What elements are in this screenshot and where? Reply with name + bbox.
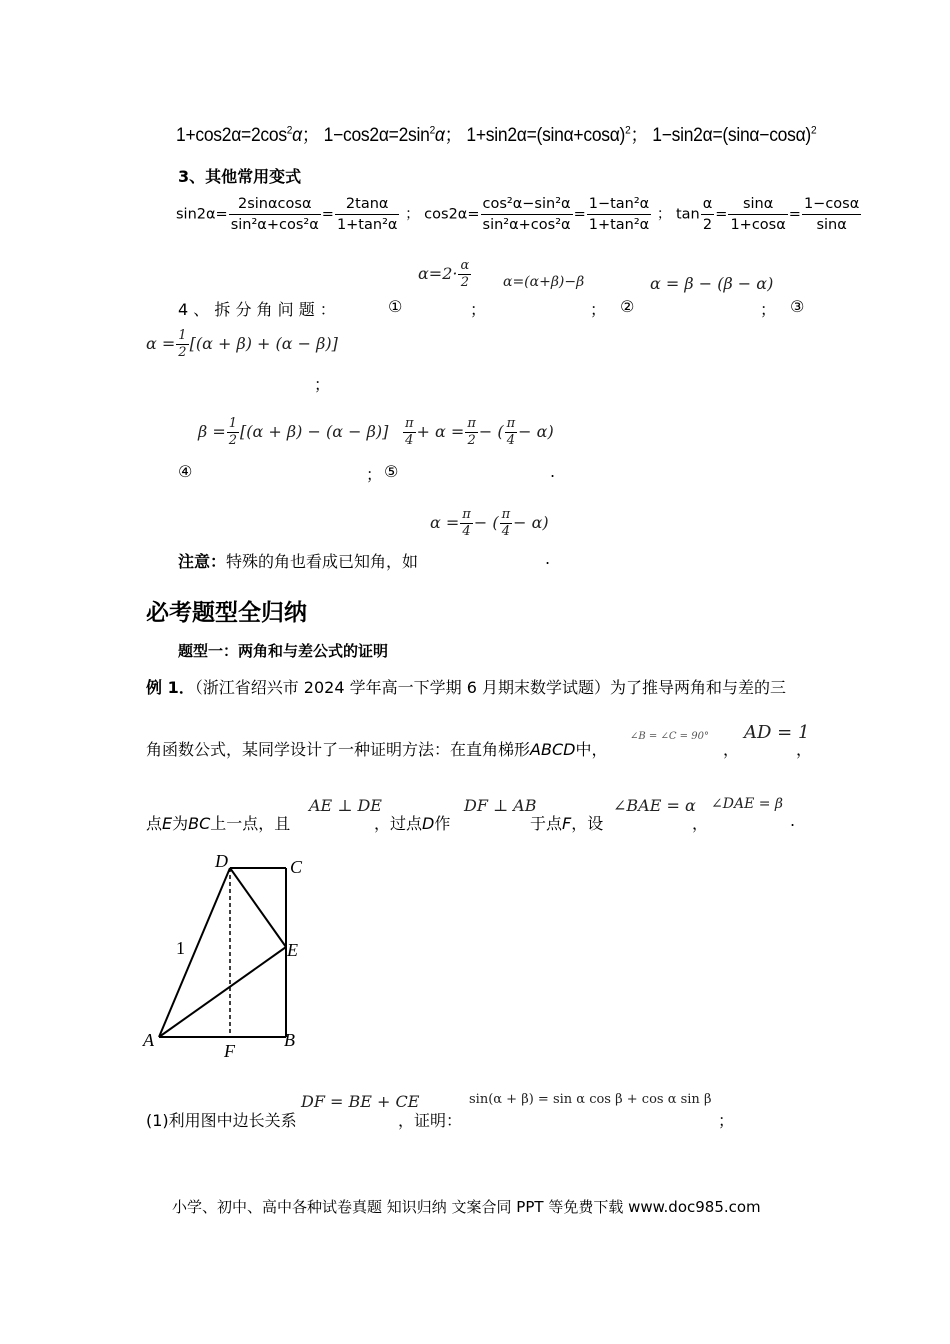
split-angle-formula-5: β = $\frac{1}{2}$ [(α + β) − (α − β)] — [198, 416, 389, 448]
section-3-heading: 3、其他常用变式 — [178, 167, 302, 186]
part-1-end: ； — [718, 1111, 735, 1130]
example-line-2: 角函数公式，某同学设计了一种证明方法：在直角梯形ABCD中， — [146, 740, 608, 759]
circle-1: ① — [388, 297, 403, 316]
angle-b-c-condition: ∠B = ∠C = 90° — [630, 731, 709, 742]
ae-perp-de: AE ⊥ DE — [309, 796, 382, 815]
comma-2: ， — [796, 740, 813, 759]
comma-1: ， — [723, 740, 740, 759]
label-b: B — [284, 1030, 295, 1050]
note-text: 特殊的角也看成已知角，如 — [226, 552, 419, 571]
sum-formula: sin(α + β) = sin α cos β + cos α sin β — [469, 1092, 712, 1107]
df-perp-ab: DF ⊥ AB — [464, 796, 537, 815]
split-angle-formula-3: α = β − (β − α) — [650, 274, 774, 293]
note-period: . — [545, 549, 551, 568]
label-a: A — [143, 1030, 154, 1050]
label-one: 1 — [176, 938, 185, 958]
double-angle-identities: $1+\cos 2\alpha=2\cos^2\alpha$； $1-\cos 2\alpha=2\sin^2\alpha$； $1+\sin 2\alpha=(\sin\alpha+\cos\alpha)^2$； $1-\sin 2\alpha=(\sin\alpha-\cos\alpha)^2$ — [176, 124, 817, 146]
circle-4: ④ — [178, 462, 193, 481]
semicolon-3: ； — [760, 300, 777, 319]
label-e: E — [287, 940, 298, 960]
part-1-prove: ，证明： — [398, 1111, 463, 1130]
example-line-3b: ，过点D作 — [374, 814, 451, 833]
other-variants-formulas: sin2α= $\frac{2\sin\alpha\cos\alpha}{\text{sin²α+cos²α}}$ = $\frac{2\tan\alpha}{\text{1+tan²α}}$ ； cos2α= $\frac{\text{cos²α−sin²α}}{\text{sin²α+cos²α}}$ = $\frac{\text{1−tan²α}}{\text{1+tan²α}}$ ； tan $\frac{\alpha}{2}$ = $\frac{\sin\alpha}{1+\cos\alpha}$ = $\frac{1-\cos\alpha}{\sin\alpha}$ — [176, 196, 860, 233]
note-line — [178, 549, 418, 572]
page-title: 必考题型全归纳 — [146, 600, 307, 626]
example-line-3a: 点E为BC上一点，且 — [146, 814, 291, 833]
semicolon-5: ； — [366, 465, 383, 484]
circle-5: ⑤ — [384, 462, 399, 481]
df-relation: DF = BE + CE — [301, 1092, 420, 1111]
footer-text: 小学、初中、高中各种试卷真题 知识归纳 文案合同 PPT 等免费下载 www.doc985.com — [172, 1198, 761, 1216]
semicolon-1: ； — [470, 300, 487, 319]
question-type-heading: 题型一：两角和与差公式的证明 — [178, 642, 389, 660]
label-c: C — [290, 857, 303, 877]
section-4-label: 4 、 拆 分 角 问 题 ： — [178, 300, 336, 319]
example-line-3c: 于点F，设 — [530, 814, 604, 833]
split-angle-formula-4: α = $\frac{1}{2}$ [(α + β) + (α − β)] — [146, 328, 338, 360]
period-2: . — [790, 811, 796, 830]
split-angle-formula-1: α=2· $\frac{\alpha}{2}$ — [418, 258, 470, 290]
circle-3: ③ — [790, 297, 805, 316]
semicolon-4: ； — [314, 375, 331, 394]
label-f: F — [224, 1041, 235, 1061]
note-label: 注意： — [178, 552, 227, 571]
trapezoid-figure — [140, 850, 320, 1065]
label-d: D — [215, 851, 228, 871]
example-line-1: 例 1．（浙江省绍兴市 2024 学年高一下学期 6 月期末数学试题）为了推导两角和与差的三 — [146, 678, 786, 697]
special-angle-formula: α = $\frac{\pi}{4}$ − ( $\frac{\pi}{4}$ − α) — [430, 507, 549, 539]
split-angle-formula-6: $\frac{\pi}{4}$ + α = $\frac{\pi}{2}$ − ( $\frac{\pi}{4}$ − α) — [405, 416, 554, 448]
semicolon-2: ； — [590, 300, 607, 319]
angle-bae: ∠BAE = α — [613, 796, 696, 815]
part-1-text: (1)利用图中边长关系 — [146, 1111, 297, 1130]
split-angle-formula-2: α=(α+β)−β — [503, 274, 585, 290]
circle-2: ② — [620, 297, 635, 316]
comma-3: ， — [692, 814, 709, 833]
ad-length: AD = 1 — [744, 722, 810, 743]
period-1: . — [550, 462, 556, 481]
segment-de — [230, 868, 286, 947]
angle-dae: ∠DAE = β — [711, 796, 784, 812]
